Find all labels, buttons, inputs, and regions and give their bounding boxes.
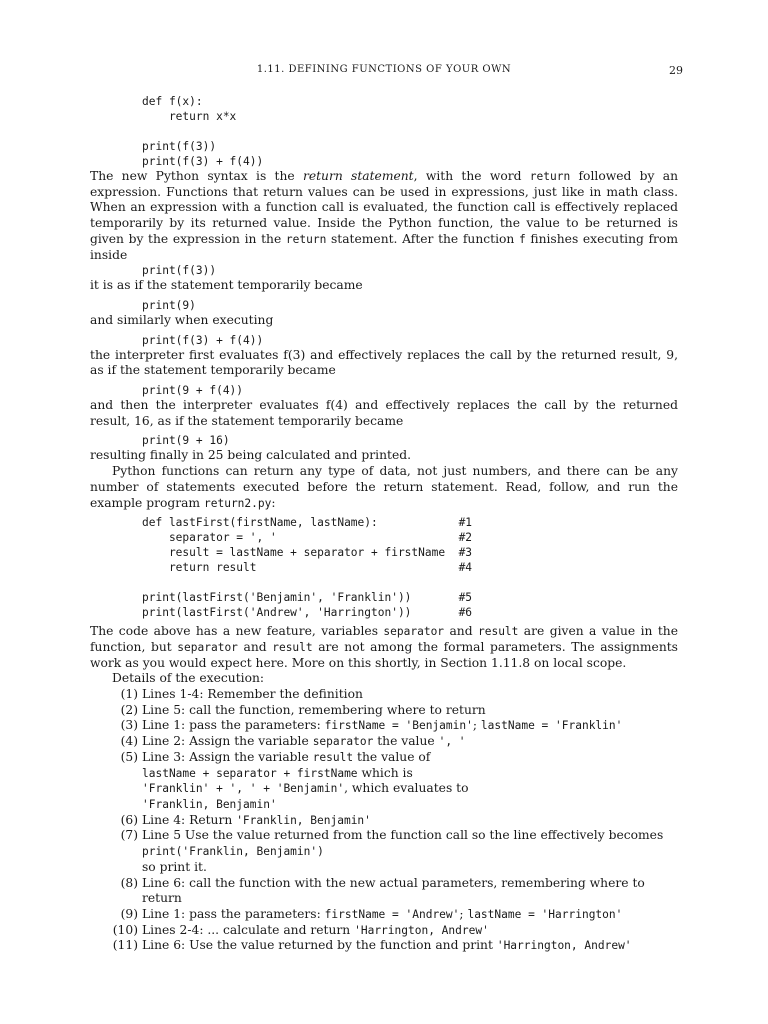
inline-code: lastName = 'Harrington' (467, 907, 623, 921)
list-item (90, 718, 678, 734)
text-run: so print it. (142, 859, 207, 874)
list-number: (7) (120, 828, 138, 843)
inline-code: 'Harrington, Andrew' (354, 923, 489, 937)
paragraph: and similarly when executing (90, 312, 274, 327)
inline-code: 'Franklin, Benjamin' (142, 797, 277, 811)
inline-code: lastName + separator + firstName (142, 766, 358, 780)
inline-code: ', ' (438, 735, 466, 749)
inline-code: separator (312, 735, 374, 749)
text-run: the value (373, 734, 439, 749)
paragraph: and then the interpreter evaluates f(4) and effectively replaces the call by the returned result, 16, as if the statement temporarily became (90, 398, 678, 428)
text-run: Python functions can return any type of data, not just numbers, and there can be any number of statements executed before the return statement. Read, follow, and run the example program (90, 464, 678, 510)
list-item (90, 828, 678, 875)
list-number: (11) (112, 938, 138, 953)
list-item (90, 923, 678, 939)
text-run: Line 1: pass the parameters: (142, 718, 325, 733)
text-run: Lines 1-4: Remember the definition (142, 687, 363, 702)
text-run: and (444, 624, 478, 639)
code-block-lastfirst: def lastFirst(firstName, lastName): #1 separator = ', ' #2 result = lastName + separator + firstName #3 return result #4 print(lastFirst('Benjamin', 'Franklin')) #5 print(lastFirst('Andrew', 'Harrington')) #6 (142, 516, 473, 620)
list-item (90, 734, 678, 750)
inline-code: result (477, 625, 519, 639)
code-line: print(f(3)) (142, 264, 217, 278)
list-number: (9) (120, 906, 138, 921)
paragraph: resulting finally in 25 being calculated and printed. (90, 448, 412, 463)
execution-details-list (90, 687, 678, 954)
text-run: finishes executing from inside (90, 231, 678, 262)
code-line: print(9 + 16) (142, 434, 230, 448)
paragraph: the interpreter first evaluates f(3) and effectively replaces the call by the returned result, 9, as if the statement temporarily became (90, 347, 678, 378)
text-run: Line 6: Use the value returned by the function and print (142, 938, 497, 953)
text-run: are not among the formal parameters. The assignments work as you would expect here. More on this shortly, in Section 1.11.8 on local scope. (90, 639, 678, 670)
list-number: (4) (120, 734, 138, 749)
text-run: , which evaluates to (344, 781, 469, 796)
inline-code: 'Franklin' + ', ' + 'Benjamin' (142, 782, 345, 796)
text-run: : (271, 495, 276, 510)
list-number: (6) (120, 812, 138, 827)
list-item (90, 938, 678, 954)
inline-code: lastName = 'Franklin' (480, 719, 623, 733)
code-line: print(9) (142, 298, 196, 312)
text-run: statement. After the function (326, 231, 519, 246)
inline-code: 'Franklin, Benjamin' (236, 813, 371, 827)
list-item (90, 750, 678, 813)
text-run: Line 1: pass the parameters: (142, 906, 325, 921)
code-line: print(f(3) + f(4)) (142, 333, 264, 347)
emphasis-return-statement: return statement (302, 169, 414, 183)
inline-code: return (285, 232, 327, 246)
inline-code: result (312, 750, 354, 764)
text-run: ; (472, 718, 481, 733)
text-run: which is (357, 765, 413, 780)
list-number: (10) (112, 922, 138, 937)
inline-code: separator (383, 625, 445, 639)
text-run: and (237, 639, 273, 654)
paragraph: it is as if the statement temporarily became (90, 278, 363, 293)
inline-code: f (518, 232, 526, 246)
inline-code: 'Harrington, Andrew' (496, 939, 632, 953)
text-run: Line 5 Use the value returned from the function call so the line effectively becomes (142, 828, 664, 843)
list-item (90, 703, 678, 719)
text-run: Line 4: Return (142, 812, 237, 827)
text-run: , with the word (413, 169, 530, 183)
page-content (90, 94, 678, 954)
list-number: (5) (120, 749, 138, 764)
list-item (90, 907, 678, 923)
paragraph-return-statement (90, 169, 678, 263)
list-item (90, 813, 678, 829)
text-run: The code above has a new feature, variables (90, 624, 384, 639)
inline-code: result (272, 640, 313, 654)
list-number: (2) (120, 702, 138, 717)
list-number: (8) (120, 875, 138, 890)
text-run: followed by an expression. Functions that return values can be used in expressions, just like in math class. When an expression with a function call is evaluated, the function call is effectively replaced temporarily by its returned value. Inside the Python function, the value to be returned is given by the expression in the (90, 169, 679, 246)
inline-code-filename: return2.py (204, 496, 272, 510)
text-run: Lines 2-4: ... calculate and return (142, 922, 355, 937)
inline-code: separator (177, 640, 238, 654)
list-item (90, 687, 678, 703)
inline-code: firstName = 'Andrew' (324, 907, 460, 921)
text-run: Line 6: call the function with the new actual parameters, remembering where to return (142, 875, 645, 906)
text-run: Line 2: Assign the variable (142, 734, 313, 749)
paragraph-return-types (90, 464, 678, 511)
code-line: print(9 + f(4)) (142, 384, 244, 398)
inline-code: print('Franklin, Benjamin') (142, 845, 324, 859)
inline-code: firstName = 'Benjamin' (324, 719, 473, 733)
text-run: Line 3: Assign the variable (142, 749, 313, 764)
list-item (90, 876, 678, 907)
paragraph-new-feature (90, 624, 678, 671)
inline-code: return (529, 170, 571, 183)
text-run: Line 5: call the function, remembering where to return (142, 702, 486, 717)
text-run: are given a value in the function, but (90, 624, 678, 654)
list-number: (1) (120, 687, 138, 702)
code-block-f-definition: def f(x): return x*x print(f(3)) print(f(3) + f(4)) (142, 95, 264, 168)
text-run: ; (459, 906, 468, 921)
details-heading: Details of the execution: (112, 671, 265, 686)
running-head: 1.11. DEFINING FUNCTIONS OF YOUR OWN (256, 64, 512, 75)
list-number: (3) (120, 718, 138, 733)
text-run: the value of (353, 749, 431, 764)
page-number: 29 (669, 64, 683, 77)
text-run: The new Python syntax is the (90, 169, 303, 183)
